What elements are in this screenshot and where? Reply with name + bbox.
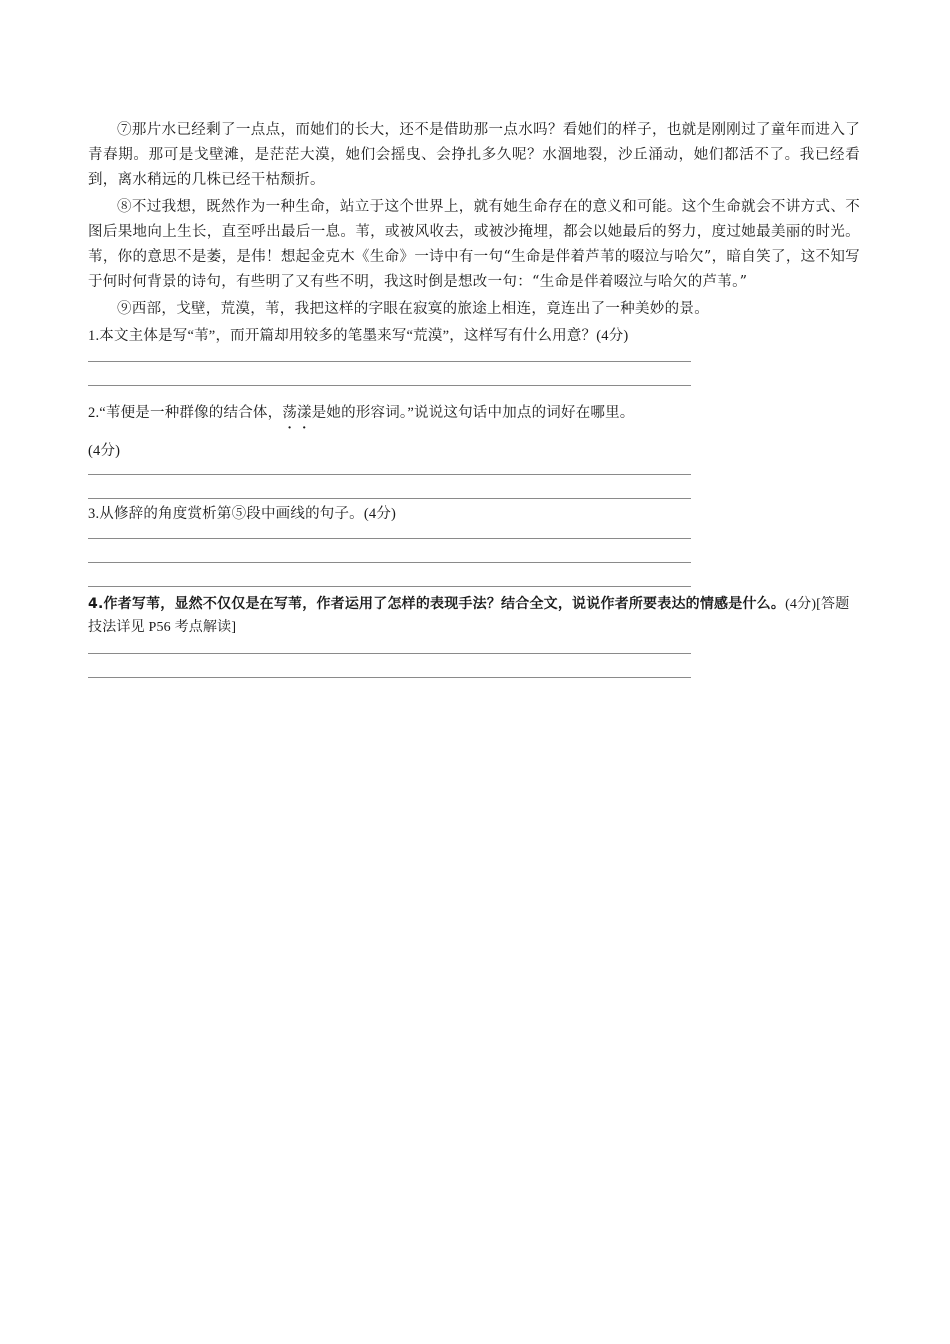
emphasis-dot-char: 漾 — [297, 405, 312, 421]
document-page — [88, 118, 860, 678]
answer-line — [88, 653, 691, 654]
question-2 — [88, 402, 860, 424]
question-4-note: (4分)[答题技法详见 P56 考点解读] — [88, 597, 850, 635]
question-3: 3.从修辞的角度赏析第⑤段中画线的句子。(4分) — [88, 506, 397, 522]
question-4 — [88, 593, 860, 639]
answer-line — [88, 562, 691, 563]
answer-line — [88, 361, 691, 362]
paragraph-7: ⑦那片水已经剩了一点点，而她们的长大，还不是借助那一点水吗？看她们的样子，也就是刚刚过了童年而进入了青春期。那可是戈壁滩，是茫茫大漠，她们会摇曳、会挣扎多久呢？水涸地裂，沙丘涌动，她们都活不了。我已经看到，离水稍远的几株已经干枯颓折。 — [88, 122, 860, 188]
question-4-text: 4.作者写苇，显然不仅仅是在写苇，作者运用了怎样的表现手法？结合全文，说说作者所要表达的情感是什么。 — [88, 596, 786, 612]
answer-line — [88, 586, 691, 587]
paragraph-9: ⑨西部，戈壁，荒漠，苇，我把这样的字眼在寂寞的旅途上相连，竟连出了一种美妙的景。 — [117, 301, 709, 317]
answer-line — [88, 385, 691, 386]
question-1: 1.本文主体是写“苇”，而开篇却用较多的笔墨来写“荒漠”，这样写有什么用意？(4分) — [88, 328, 629, 344]
answer-line — [88, 498, 691, 499]
question-2-text-after: 是她的形容词。”说说这句话中加点的词好在哪里。 — [311, 405, 635, 421]
paragraph-8: ⑧不过我想，既然作为一种生命，站立于这个世界上，就有她生命存在的意义和可能。这个生命就会不讲方式、不图后果地向上生长，直至呼出最后一息。苇，或被风收去，或被沙掩埋，都会以她最后的努力，度过她最美丽的时光。苇，你的意思不是萎，是伟！想起金克木《生命》一诗中有一句“生命是伴着芦苇的啜泣与哈欠”，暗自笑了，这不知写于何时何背景的诗句，有些明了又有些不明，我这时倒是想改一句：“生命是伴着啜泣与哈欠的芦苇。” — [88, 199, 860, 290]
question-2-score: (4分) — [88, 443, 121, 459]
emphasis-dot-char: 荡 — [282, 405, 298, 421]
answer-line — [88, 677, 691, 678]
answer-line — [88, 538, 691, 539]
answer-line — [88, 474, 691, 475]
question-2-text-before: 2.“苇便是一种群像的结合体， — [88, 405, 283, 421]
